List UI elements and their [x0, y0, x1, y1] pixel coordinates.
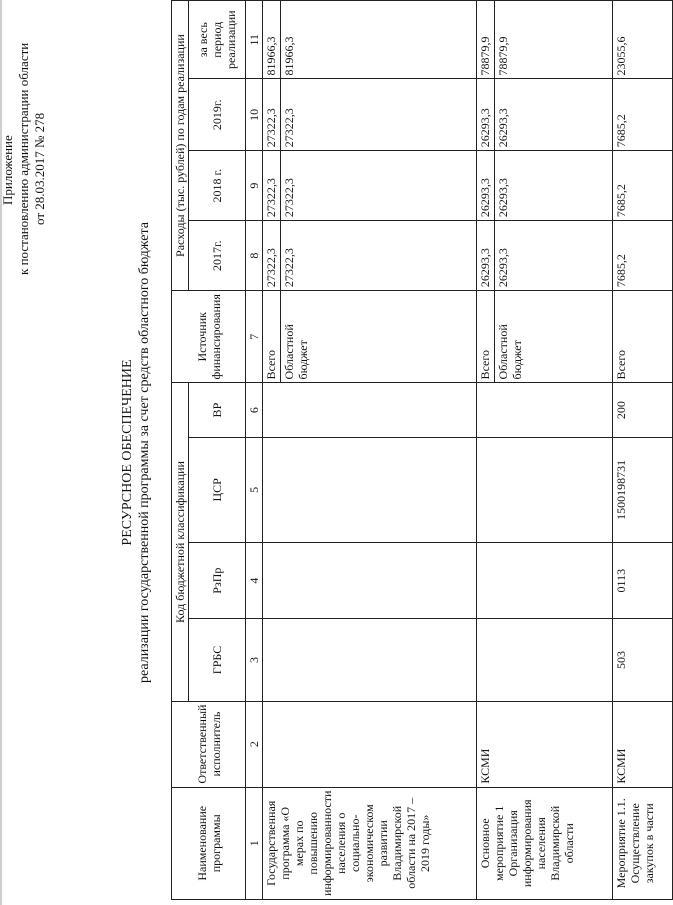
header-decree: к постановлению администрации области: [16, 42, 31, 275]
value-2018-cell: 7685,2: [613, 151, 673, 221]
header-appendix: Приложение: [0, 135, 15, 205]
source-cell: Всего: [477, 291, 495, 383]
value-total-cell: 81966,3: [281, 1, 477, 79]
col-number: 2: [246, 701, 263, 787]
vr-cell: [263, 383, 477, 437]
col-number: 3: [246, 619, 263, 701]
value-2018-cell: 27322,3: [263, 151, 281, 221]
value-total-cell: 78879,9: [495, 1, 613, 79]
source-cell: Всего: [263, 291, 281, 383]
header-2017: 2017г.: [189, 221, 246, 291]
header-grbs: ГРБС: [189, 619, 246, 701]
value-2019-cell: 7685,2: [613, 79, 673, 151]
col-number: 9: [246, 151, 263, 221]
value-total-cell: 78879,9: [477, 1, 495, 79]
source-cell: Всего: [613, 291, 673, 383]
value-2019-cell: 26293,3: [477, 79, 495, 151]
resource-table: [171, 0, 673, 900]
header-2019: 2019г.: [189, 79, 246, 151]
value-2017-cell: 7685,2: [613, 221, 673, 291]
doc-title: РЕСУРСНОЕ ОБЕСПЕЧЕНИЕ: [120, 359, 135, 546]
doc-subtitle: реализации государственной программы за счет средств областного бюджета: [137, 221, 152, 684]
rzpr-cell: 0113: [613, 542, 673, 619]
value-2019-cell: 27322,3: [281, 79, 477, 151]
program-name-cell: Мероприятие 1.1. Осуществление закупок в части: [613, 787, 673, 899]
grbs-cell: [263, 619, 477, 701]
header-vr: ВР: [189, 383, 246, 437]
source-cell: Областной бюджет: [495, 291, 613, 383]
csr-cell: [263, 437, 477, 542]
col-number: 7: [246, 291, 263, 383]
header-csr: ЦСР: [189, 437, 246, 542]
header-expenses: Расходы (тыс. рублей) по годам реализации: [172, 1, 189, 291]
value-2017-cell: 27322,3: [281, 221, 477, 291]
vr-cell: [477, 383, 613, 437]
col-number: 4: [246, 542, 263, 619]
col-number: 5: [246, 437, 263, 542]
value-2019-cell: 26293,3: [495, 79, 613, 151]
value-2019-cell: 27322,3: [263, 79, 281, 151]
program-name-cell: Основное мероприятие 1 Организация информирования населения Владимирской области: [477, 787, 613, 899]
header-source: Источник финансирования: [172, 291, 246, 383]
vr-cell: 200: [613, 383, 673, 437]
value-2018-cell: 27322,3: [281, 151, 477, 221]
col-number: 8: [246, 221, 263, 291]
col-number: 10: [246, 79, 263, 151]
responsible-cell: КСМИ: [613, 701, 673, 787]
csr-cell: 1500198731: [613, 437, 673, 542]
program-name-cell: Государственная программа «О мерах по повышению информированности населения о социально-экономическом развитии Владимирской области на 2017 – 2019 годы»: [263, 787, 477, 899]
header-2018: 2018 г.: [189, 151, 246, 221]
csr-cell: [477, 437, 613, 542]
value-2018-cell: 26293,3: [495, 151, 613, 221]
responsible-cell: [263, 701, 477, 787]
value-total-cell: 81966,3: [263, 1, 281, 79]
header-rzpr: РзПр: [189, 542, 246, 619]
value-2017-cell: 27322,3: [263, 221, 281, 291]
header-total: за весь период реализации: [189, 1, 246, 79]
value-2017-cell: 26293,3: [495, 221, 613, 291]
col-number: 1: [246, 787, 263, 899]
header-responsible: Ответственный исполнитель: [172, 701, 246, 787]
value-total-cell: 23055,6: [613, 1, 673, 79]
col-number: 11: [246, 1, 263, 79]
responsible-cell: КСМИ: [477, 701, 613, 787]
rzpr-cell: [263, 542, 477, 619]
col-number: 6: [246, 383, 263, 437]
value-2017-cell: 26293,3: [477, 221, 495, 291]
header-program-name: Наименование программы: [172, 787, 246, 899]
rzpr-cell: [477, 542, 613, 619]
grbs-cell: [477, 619, 613, 701]
source-cell: Областной бюджет: [281, 291, 477, 383]
value-2018-cell: 26293,3: [477, 151, 495, 221]
grbs-cell: 503: [613, 619, 673, 701]
header-date: от 28.03.2017 № 278: [32, 112, 47, 225]
header-budget-code: Код бюджетной классификации: [172, 383, 189, 701]
